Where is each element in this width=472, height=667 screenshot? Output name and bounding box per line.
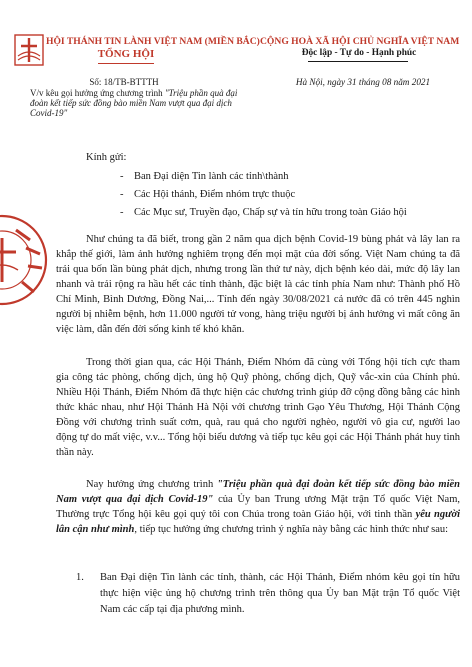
red-seal-stamp-icon (0, 214, 48, 306)
greeting: Kính gửi: (86, 152, 127, 163)
subject-line (30, 88, 250, 118)
item-text: Ban Đại diện Tin lành các tỉnh, thành, các Hội Thánh, Điểm nhóm kêu gọi tín hữu thực hiện việc ủng hộ chương trình trên thông qua Ủy ban Mặt trận Tổ quốc Việt Nam các cấp tại địa phương mình. (100, 572, 460, 615)
recipient-item: - Các Hội thánh, Điểm nhóm trực thuộc (120, 186, 460, 204)
item-number: 1. (76, 572, 84, 583)
program-name: "Triệu phần quà đại đoàn kết tiếp sức đồng bào miền Nam vượt qua đại dịch Covid-19" (56, 479, 460, 505)
paragraph-1 (56, 232, 460, 337)
document-number: Số: 18/TB-BTTTH (89, 77, 159, 87)
subject-prefix: V/v kêu gọi hưởng ứng chương trình (30, 88, 165, 98)
paragraph-3-part1: Nay hưởng ứng chương trình (86, 479, 217, 490)
motto: Độc lập - Tự do - Hạnh phúc (301, 48, 417, 58)
recipient-item: - Các Mục sư, Truyền đạo, Chấp sự và tín hữu trong toàn Giáo hội (120, 204, 460, 222)
org-divider (98, 63, 154, 64)
paragraph-3 (56, 477, 460, 537)
recipient-item: - Ban Đại diện Tin lành các tỉnh\thành (120, 168, 460, 186)
recipient-list (120, 168, 460, 222)
paragraph-3-part2: của Ủy ban Trung ương Mặt trận Tổ quốc Việt Nam, Thường trực Tổng hội kêu gọi quý tôi con Chúa trong toàn Giáo hội, với tinh thần (56, 494, 460, 520)
paragraph-2 (56, 355, 460, 460)
numbered-item-1 (76, 570, 460, 618)
subject-title: "Triệu phần quà đại đoàn kết tiếp sức đồng bào miền Nam vượt qua đại dịch Covid-19" (30, 88, 238, 118)
nation-title: CỘNG HOÀ XÃ HỘI CHỦ NGHĨA VIỆT NAM (260, 36, 460, 47)
church-logo-icon (14, 34, 44, 66)
paragraph-1-text: Như chúng ta đã biết, trong gần 2 năm qua dịch bệnh Covid-19 bùng phát và lây lan ra khắp thế giới, làm ảnh hưởng nghiêm trọng đến mọi mặt của đời sống. Việt Nam chúng ta đã trải qua bốn lần bùng phát dịch, nhưng trong lần thứ tư này, dịch bệnh kéo dài, mức độ lây lan nhanh và trải rộng ra hầu hết các tỉnh thành, đặc biệt là các tỉnh phía Nam như: Thành phố Hồ Chí Minh, Bình Dương, Đồng Nai,... Tính đến ngày 30/08/2021 cả nước đã có trên 445 nghìn người bị nhiễm bệnh, hơn 11.000 người tử vong, hàng triệu người bị ảnh hưởng vì mất công ăn việc làm, dẫn đến đời sống kinh tế khó khăn. (56, 234, 460, 335)
org-sub: TỔNG HỘI (97, 48, 155, 60)
place-date: Hà Nội, ngày 31 tháng 08 năm 2021 (295, 77, 431, 87)
motto-divider (308, 61, 408, 62)
paragraph-2-text: Trong thời gian qua, các Hội Thánh, Điểm Nhóm đã cùng với Tổng hội tích cực tham gia công tác phòng, chống dịch, ủng hộ Quỹ phòng, chống dịch, Quỹ vắc-xin của Chính phủ. Nhiều Hội Thánh, Điểm Nhóm đã thực hiện các chương trình giúp đỡ cộng đồng bằng các hình thức khác nhau, như Hội Thánh Hà Nội với chương trình Gạo Yêu Thương, Hội Thánh Cộng Đồng với chương trình suất cơm, quà, rau quả cho người nghèo, người vô gia cư, người lao động tự do mất việc, v.v... Tổng hội biểu dương và tiếp tục kêu gọi các Hội Thánh phát huy tinh thần này. (56, 357, 460, 458)
spirit-phrase: yêu người lân cận như mình (56, 509, 460, 535)
paragraph-3-part3: , tiếp tục hưởng ứng chương trình ý nghĩa này bằng các hình thức như sau: (134, 524, 449, 535)
org-name: HỘI THÁNH TIN LÀNH VIỆT NAM (MIỀN BẮC) (46, 36, 260, 47)
